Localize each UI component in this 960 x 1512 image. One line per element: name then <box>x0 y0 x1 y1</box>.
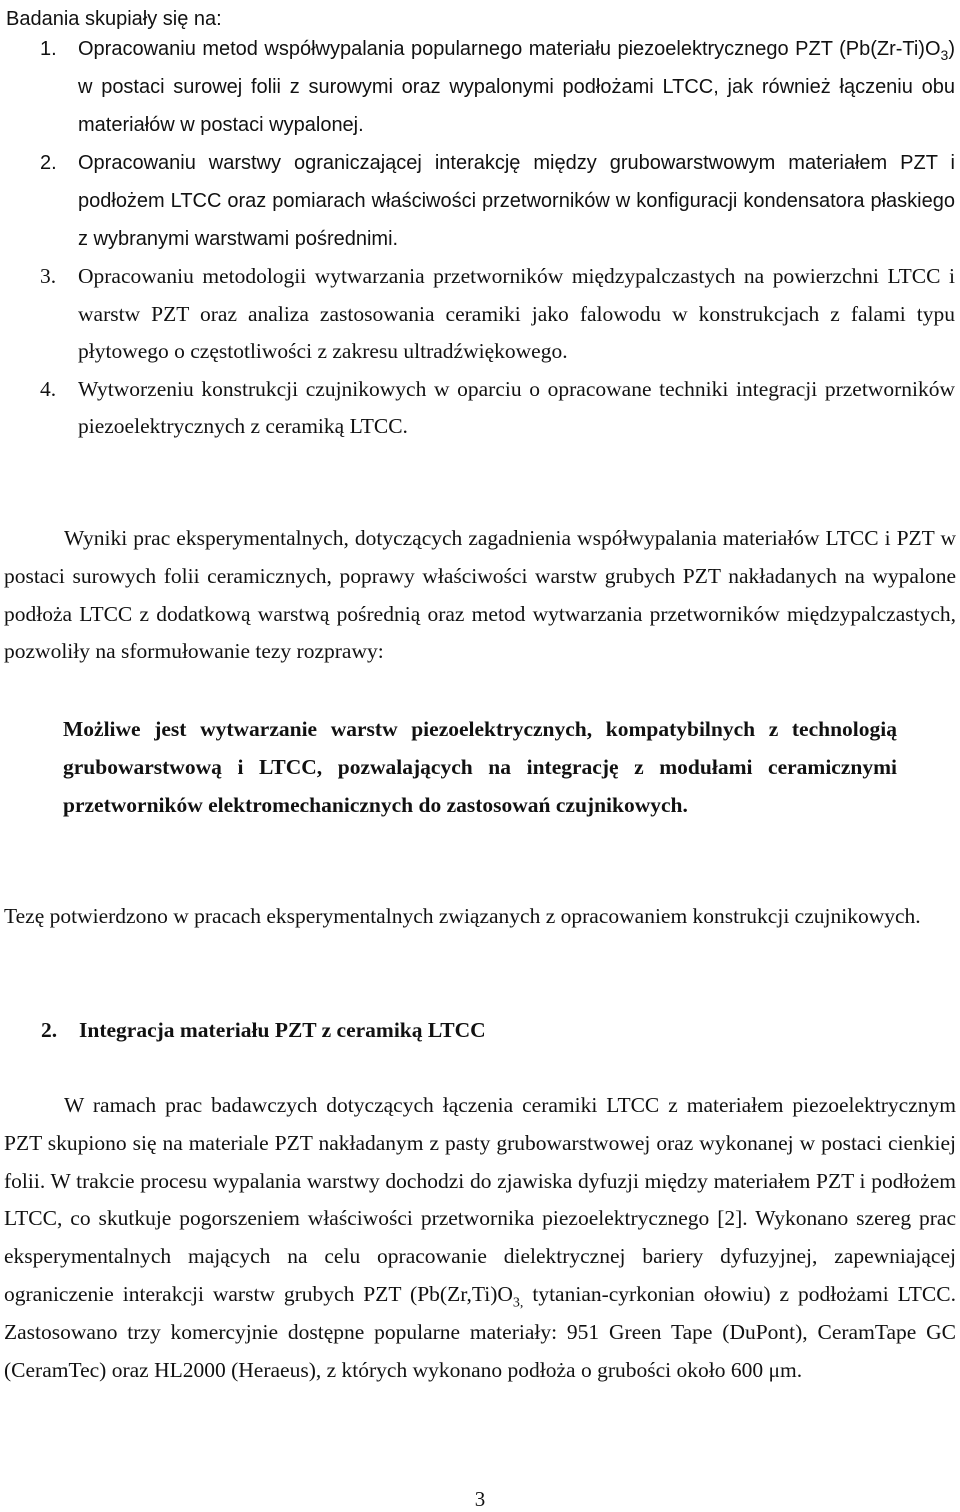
section-heading <box>41 1012 486 1048</box>
section-title: Integracja materiału PZT z ceramiką LTCC <box>79 1018 486 1042</box>
list-text: Wytworzeniu konstrukcji czujnikowych w oparciu o opracowane techniki integracji przetworników piezoelektrycznych z ceramiką LTCC. <box>78 376 955 438</box>
body-text: tytanian-cyrkonian ołowiu) z podłożami LTCC. Zastosowano trzy komercyjnie dostępne popularne materiały: 951 Green Tape (DuPont), CeramTape GC (CeramTec) oraz HL2000 (Heraeus), z których wykonano podłoża o grubości około 600 μm. <box>4 1281 956 1382</box>
list-item <box>40 144 955 258</box>
list-text: ) w postaci surowej folii z surowymi oraz wypalonymi podłożami LTCC, jak również łączeniu obu materiałów w postaci wypalonej. <box>78 38 955 136</box>
research-list <box>40 30 955 446</box>
list-item <box>40 371 955 446</box>
list-number: 2. <box>40 152 57 174</box>
subscript: 3, <box>512 1295 524 1311</box>
list-number: 3. <box>40 264 57 288</box>
list-item <box>40 258 955 371</box>
list-text: Opracowaniu warstwy ograniczającej interakcję między grubowarstwowym materiałem PZT i podłożem LTCC oraz pomiarach właściwości przetworników w konfiguracji kondensatora płaskiego z wybranymi warstwami pośrednimi. <box>78 152 955 250</box>
list-number: 4. <box>40 376 57 401</box>
page-number: 3 <box>474 1487 486 1511</box>
subscript: 3 <box>940 47 949 63</box>
list-text: Opracowaniu metod współwypalania popularnego materiału piezoelektrycznego PZT (Pb(Zr-Ti)O <box>78 38 941 60</box>
thesis-statement: Możliwe jest wytwarzanie warstw piezoelektrycznych, kompatybilnych z technologią grubowarstwową i LTCC, pozwalających na integrację z modułami ceramicznymi przetworników elektromechanicznych do zastosowań czujnikowych. <box>63 717 897 817</box>
summary-paragraph: Wyniki prac eksperymentalnych, dotyczących zagadnienia współwypalania materiałów LTCC i PZT w postaci surowych folii ceramicznych, poprawy właściwości warstw grubych PZT nakładanych na wypalone podłoża LTCC z dodatkową warstwą pośrednią oraz metod wytwarzania przetworników międzypalczastych, pozwoliły na sformułowanie tezy rozprawy: <box>4 526 956 664</box>
list-number: 1. <box>40 38 57 60</box>
body-paragraph <box>4 1087 956 1389</box>
intro-text: Badania skupiały się na: <box>6 8 222 30</box>
list-text: Opracowaniu metodologii wytwarzania przetworników międzypalczastych na powierzchni LTCC i warstw PZT oraz analiza zastosowania ceramiki jako falowodu w konstrukcjach z falami typu płytowego o częstotliwości z zakresu ultradźwiękowego. <box>78 264 955 363</box>
body-text: W ramach prac badawczych dotyczących łączenia ceramiki LTCC z materiałem piezoelektrycznym PZT skupiono się na materiale PZT nakładanym z pasty grubowarstwowej oraz wykonanej w postaci cienkiej folii. W trakcie procesu wypalania warstwy dochodzi do zjawiska dyfuzji między materiałem PZT i podłożem LTCC, co skutkuje pogorszeniem właściwości przetwornika piezoelektrycznego [2]. Wykonano szereg prac eksperymentalnych mających na celu opracowanie dielektrycznej bariery dyfuzyjnej, zapewniającej ograniczenie interakcji warstw grubych PZT (Pb(Zr,Ti)O <box>4 1093 956 1306</box>
confirmation-paragraph: Tezę potwierdzono w pracach eksperymentalnych związanych z opracowaniem konstrukcji czujnikowych. <box>4 904 921 928</box>
list-item <box>40 30 955 144</box>
section-number: 2. <box>41 1018 58 1042</box>
